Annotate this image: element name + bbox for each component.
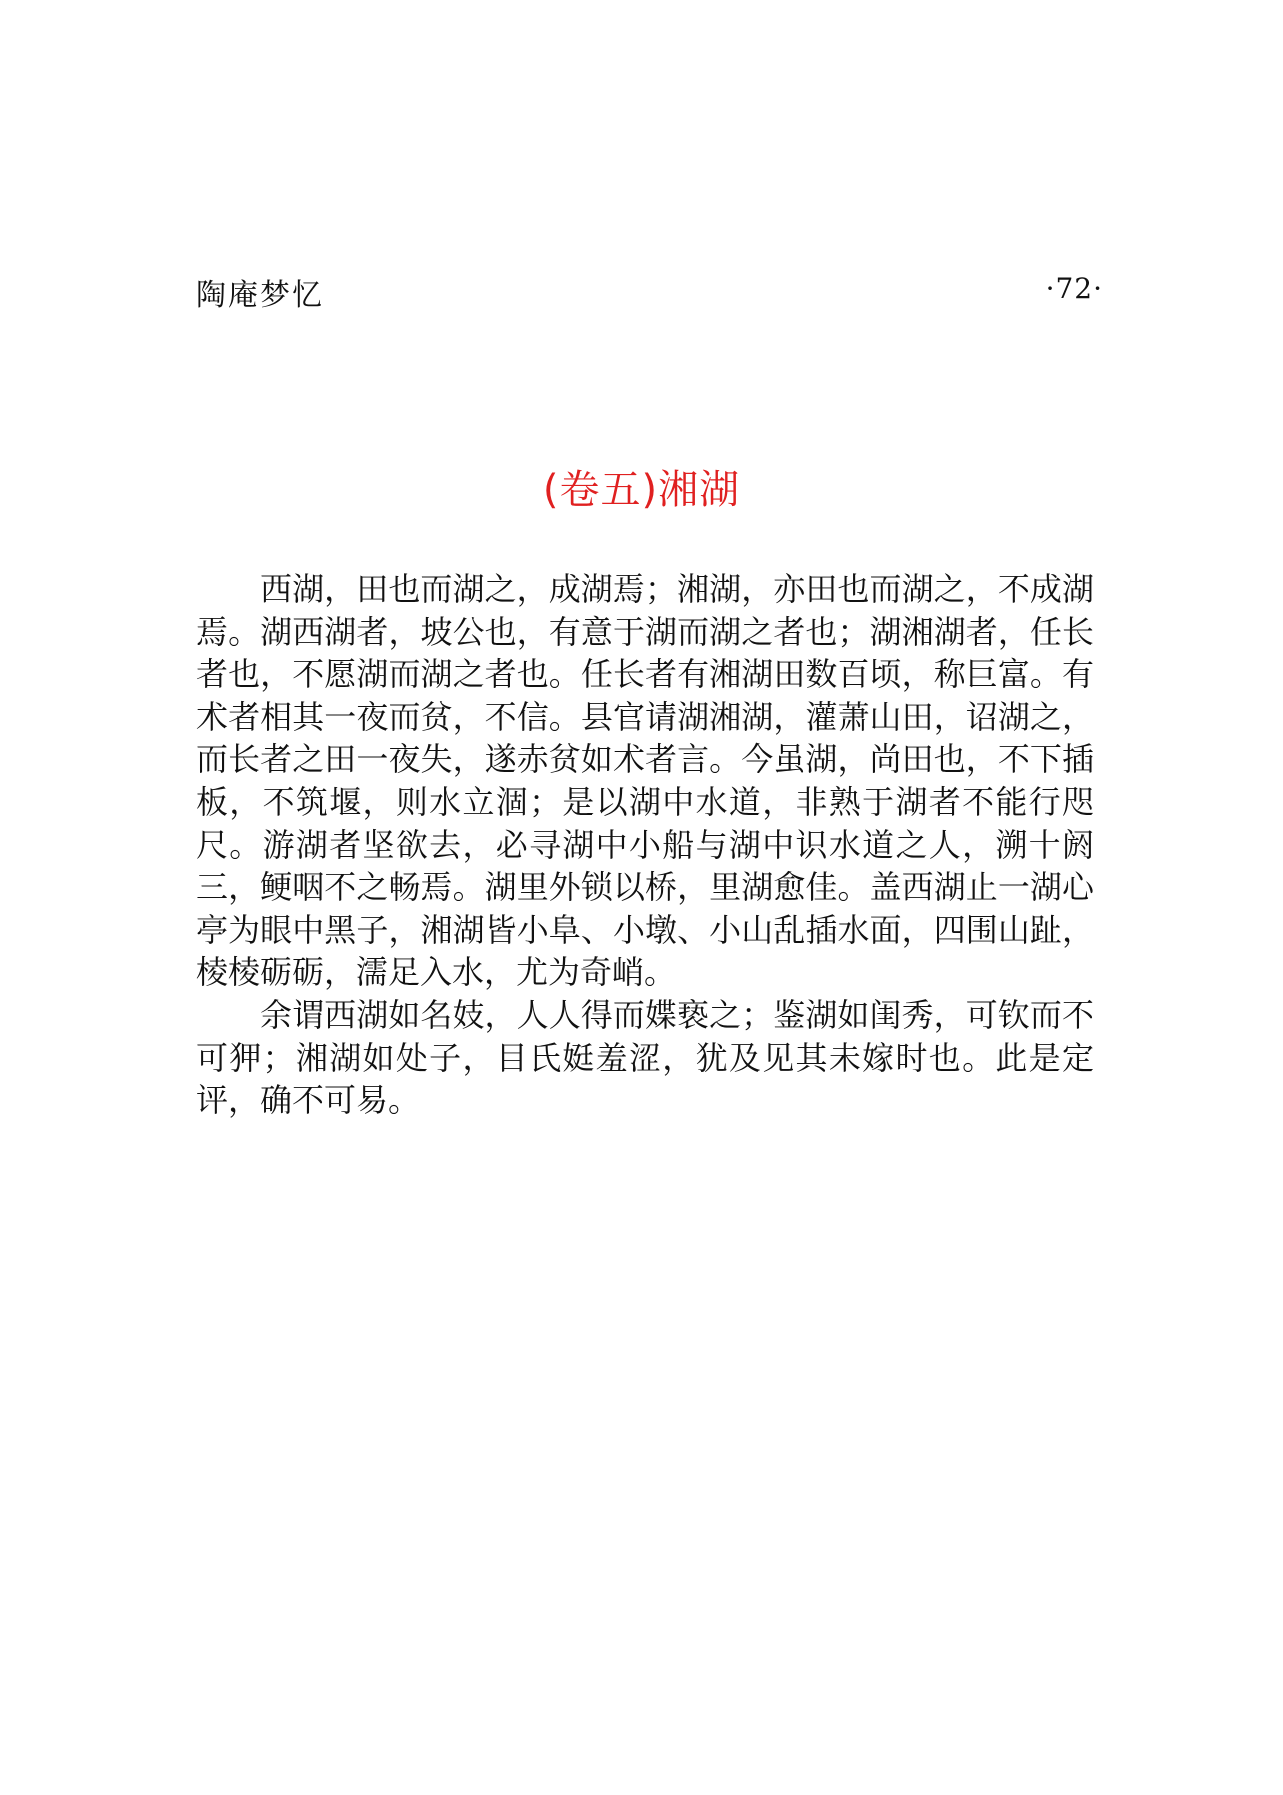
- body-text: [196, 568, 1094, 1122]
- paragraph: 西湖，田也而湖之，成湖焉；湘湖，亦田也而湖之，不成湖焉。湖西湖者，坡公也，有意于湖而湖之者也；湖湘湖者，任长者也，不愿湖而湖之者也。任长者有湘湖田数百顷，称巨富。有术者相其一夜而贫，不信。县官请湖湘湖，灌萧山田，诏湖之，而长者之田一夜失，遂赤贫如术者言。今虽湖，尚田也，不下插板，不筑堰，则水立涸；是以湖中水道，非熟于湖者不能行咫尺。游湖者坚欲去，必寻湖中小船与湖中识水道之人，溯十阏三，鲠咽不之畅焉。湖里外锁以桥，里湖愈佳。盖西湖止一湖心亭为眼中黑子，湘湖皆小阜、小墩、小山乱插水面，四围山趾，棱棱砺砺，濡足入水，尤为奇峭。: [196, 570, 1094, 992]
- page-number: ·72·: [1045, 272, 1103, 305]
- paragraph: 余谓西湖如名妓，人人得而媟亵之；鉴湖如闺秀，可钦而不可狎；湘湖如处子，目氏娗羞涩，犹及见其未嫁时也。此是定评，确不可易。: [196, 995, 1094, 1120]
- chapter-title: (卷五)湘湖: [542, 467, 741, 513]
- running-head: 陶庵梦忆: [196, 278, 324, 313]
